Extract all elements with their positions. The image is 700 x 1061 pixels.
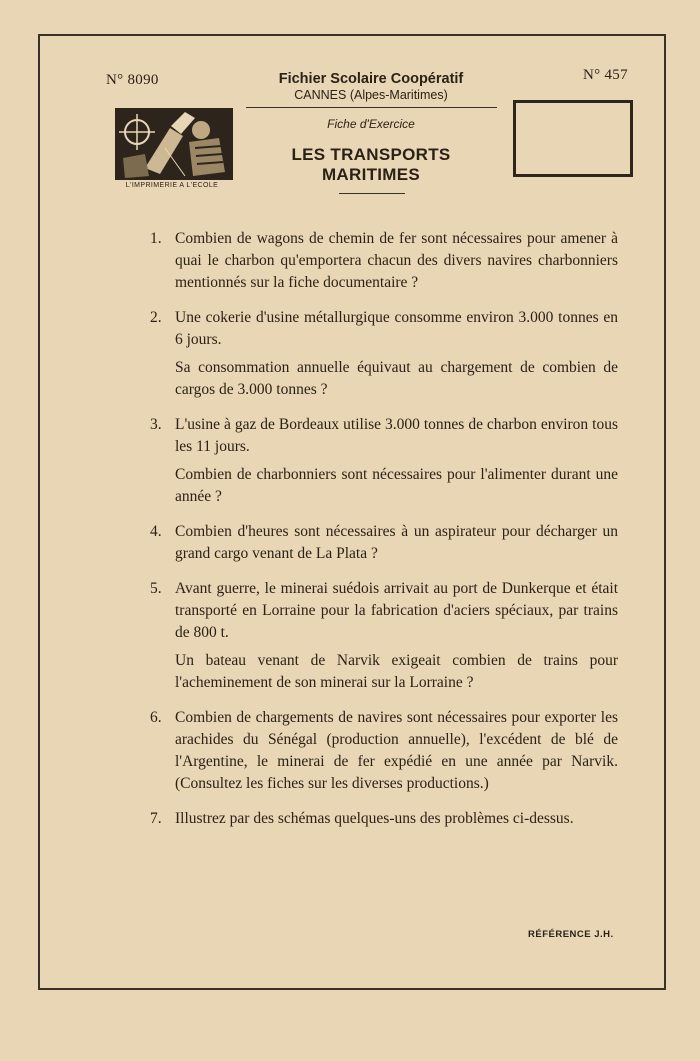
page-title-line2: MARITIMES xyxy=(321,165,421,184)
question-number: 1. xyxy=(150,230,162,247)
title-underline xyxy=(339,193,405,194)
page-title-line1: LES TRANSPORTS xyxy=(291,145,451,164)
question-5 xyxy=(150,578,618,694)
printing-press-logo xyxy=(115,108,233,180)
question-text: Illustrez par des schémas quelques-uns des problèmes ci-dessus. xyxy=(175,810,574,827)
question-text: Sa consommation annuelle équivaut au chargement de combien de cargos de 3.000 tonnes ? xyxy=(175,359,618,398)
question-7 xyxy=(150,808,618,830)
sheet-number-right: N° 457 xyxy=(583,67,628,83)
publisher-city: CANNES (Alpes-Maritimes) xyxy=(294,88,448,102)
question-text: Combien d'heures sont nécessaires à un aspirateur pour décharger un grand cargo venant de La Plata ? xyxy=(175,523,618,562)
stamp-box xyxy=(513,100,633,177)
question-text: Combien de chargements de navires sont nécessaires pour exporter les arachides du Sénégal (production annuelle), l'excédent de blé de l'Argentine, le minerai de fer expédié en une année par Narvik. (Consultez les fiches sur les diverses productions.) xyxy=(175,709,618,792)
publisher-title: Fichier Scolaire Coopératif xyxy=(278,71,464,87)
question-text: Un bateau venant de Narvik exigeait combien de trains pour l'acheminement de son minerai sur la Lorraine ? xyxy=(175,652,618,691)
question-text: Combien de wagons de chemin de fer sont nécessaires pour amener à quai le charbon qu'emportera chacun des divers navires charbonniers mentionnés sur la fiche documentaire ? xyxy=(175,230,618,291)
question-number: 6. xyxy=(150,709,162,726)
question-number: 5. xyxy=(150,580,162,597)
sheet-type: Fiche d'Exercice xyxy=(327,117,415,131)
question-text: Avant guerre, le minerai suédois arrivait au port de Dunkerque et était transporté en Lorraine pour la fabrication d'aciers spéciaux, par trains de 800 t. xyxy=(175,580,618,641)
question-number: 7. xyxy=(150,810,162,827)
printing-press-illustration xyxy=(115,108,233,180)
question-6 xyxy=(150,707,618,795)
question-number: 2. xyxy=(150,309,162,326)
sheet-number-left: N° 8090 xyxy=(106,72,159,88)
question-text: Une cokerie d'usine métallurgique consomme environ 3.000 tonnes en 6 jours. xyxy=(175,309,618,348)
logo-caption: L'IMPRIMERIE A L'ECOLE xyxy=(125,182,219,189)
exercise-list xyxy=(150,228,618,843)
question-number: 3. xyxy=(150,416,162,433)
reference-note: RÉFÉRENCE J.H. xyxy=(528,929,614,940)
question-4 xyxy=(150,521,618,565)
question-3 xyxy=(150,414,618,508)
question-number: 4. xyxy=(150,523,162,540)
question-1 xyxy=(150,228,618,294)
question-2 xyxy=(150,307,618,401)
question-text: Combien de charbonniers sont nécessaires pour l'alimenter durant une année ? xyxy=(175,466,618,505)
header-divider xyxy=(246,107,497,108)
question-text: L'usine à gaz de Bordeaux utilise 3.000 tonnes de charbon environ tous les 11 jours. xyxy=(175,416,618,455)
